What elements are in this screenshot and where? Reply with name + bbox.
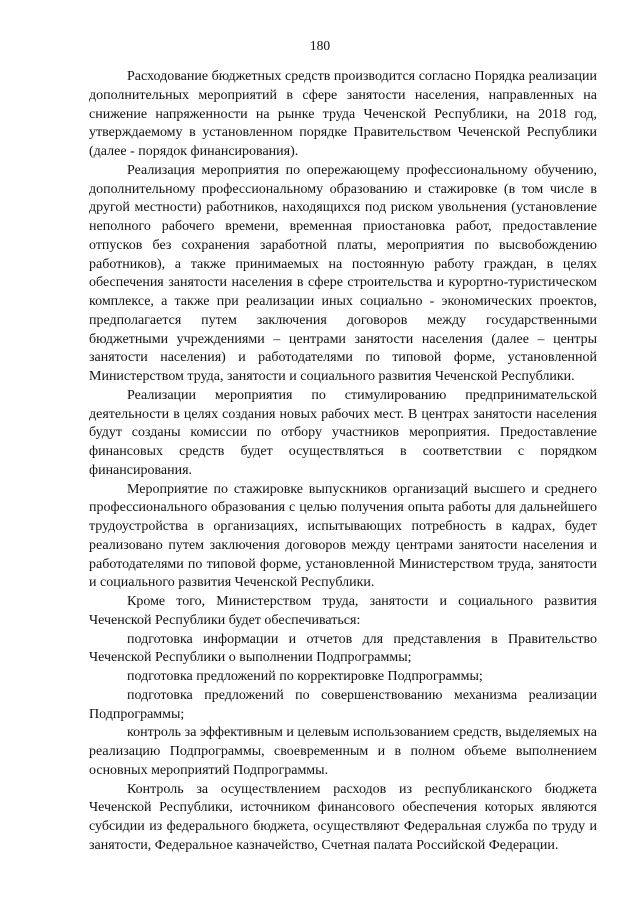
paragraph-ministry-duties: Кроме того, Министерством труда, занятости и социального развития Чеченской Республики будет обеспечиваться:	[89, 594, 597, 628]
paragraph-expense-control: Контроль за осуществлением расходов из республиканского бюджета Чеченской Республики, источником финансового обеспечения которых являются субсидии из федерального бюджета, осуществляют Федеральная служба по труду и занятости, Федеральное казначейство, Счетная палата Российской Федерации.	[89, 781, 597, 853]
page-number: 180	[309, 38, 331, 53]
paragraph-duty-improvement: подготовка предложений по совершенствованию механизма реализации Подпрограммы;	[89, 687, 597, 722]
paragraph-entrepreneurship: Реализации мероприятия по стимулированию предпринимательской деятельности в целях создания новых рабочих мест. В центрах занятости населения будут созданы комиссии по отбору участников мероприятия. Предоставление финансовых средств будет осуществляться в соответствии с порядком финансирования.	[89, 387, 597, 478]
paragraph-duty-control: контроль за эффективным и целевым использованием средств, выделяемых на реализацию Подпрограммы, своевременным и в полном объеме выполнением основных мероприятий Подпрограммы.	[89, 725, 597, 778]
paragraph-duty-reports: подготовка информации и отчетов для представления в Правительство Чеченской Республики о выполнении Подпрограммы;	[89, 631, 597, 666]
paragraph-graduate-internship: Мероприятие по стажировке выпускников организаций высшего и среднего профессионального образования с целью получения опыта работы для дальнейшего трудоустройства в организациях, испытывающих потребность в кадрах, будет реализовано путем заключения договоров между центрами занятости населения и работодателями по типовой форме, установленной Министерством труда, занятости и социального развития Чеченской Республики.	[89, 481, 597, 591]
paragraph-budget-spending: Расходование бюджетных средств производится согласно Порядка реализации дополнительных мероприятий в сфере занятости населения, направленных на снижение напряженности на рынке труда Чеченской Республики, на 2018 год, утверждаемому в установленном порядке Правительством Чеченской Республики (далее - порядок финансирования).	[89, 69, 597, 159]
paragraph-duty-corrections: подготовка предложений по корректировке Подпрограммы;	[127, 669, 483, 684]
body-text	[89, 68, 597, 856]
paragraph-advance-training: Реализация мероприятия по опережающему профессиональному обучению, дополнительному профессиональному образованию и стажировке (в том числе в другой местности) работников, находящихся под риском увольнения (установление неполного рабочего времени, временная приостановка работ, предоставление отпусков без сохранения заработной платы, мероприятия по высвобождению работников), а также принимаемых на постоянную работу граждан, в целях обеспечения занятости населения в сфере строительства и курортно-туристическом комплексе, а также при реализации иных социально - экономических проектов, предполагается путем заключения договоров между государственными бюджетными учреждениями – центрами занятости населения (далее – центры занятости населения) и работодателями по типовой форме, установленной Министерством труда, занятости и социального развития Чеченской Республики.	[89, 162, 597, 384]
